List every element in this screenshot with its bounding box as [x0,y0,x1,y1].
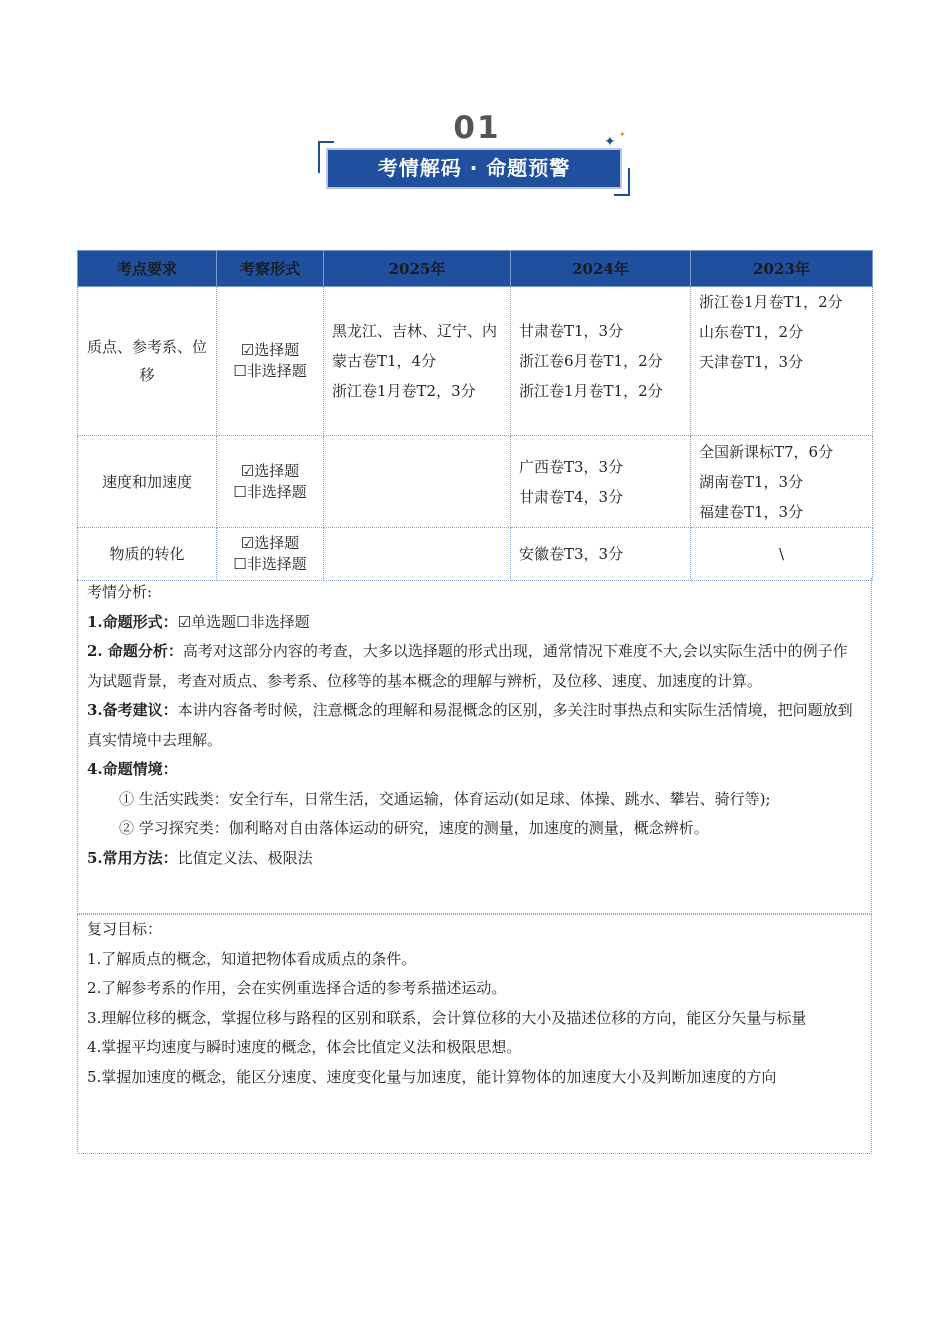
analysis-item-3: 3.备考建议：本讲内容备考时候，注意概念的理解和易混概念的区别，多关注时事热点和实际生活情境，把问题放到真实情境中去理解。 [87,701,853,749]
format-cell: ☑选择题 ☐非选择题 [217,528,324,581]
table-header-row [78,251,873,287]
year-2025-cell [324,528,511,581]
column-header: 2025年 [324,251,511,287]
goal-item: 1.了解质点的概念，知道把物体看成质点的条件。 [87,949,417,968]
topic-cell: 速度和加速度 [78,436,217,528]
empty-box-icon: ☐ [233,555,247,573]
analysis-item-1: 1.命题形式：☑单选题☐非选择题 [87,612,310,631]
goal-item: 5.掌握加速度的概念，能区分速度、速度变化量与加速度，能计算物体的加速度大小及判断加速度的方向 [87,1067,777,1086]
topic-cell: 物质的转化 [78,528,217,581]
analysis-item-5: 5.常用方法：比值定义法、极限法 [87,848,313,867]
table-row [78,436,873,528]
goal-item: 3.理解位移的概念，掌握位移与路程的区别和联系，会计算位移的大小及描述位移的方向，能区分矢量与标量 [87,1008,807,1027]
empty-box-icon: ☐ [236,612,250,631]
table-row [78,287,873,436]
year-2024-cell: 安徽卷T3，3分 [511,528,691,581]
year-2023-cell: 全国新课标T7，6分 湖南卷T1，3分 福建卷T1，3分 [691,436,873,528]
analysis-heading: 考情分析: [87,583,153,601]
checked-box-icon: ☑ [240,341,255,359]
exam-table [77,250,873,581]
year-2023-cell: \ [691,528,873,581]
year-2025-cell [324,436,511,528]
table-row [78,528,873,581]
goals-heading: 复习目标： [87,920,163,938]
checked-box-icon: ☑ [240,534,255,552]
year-2023-cell: 浙江卷1月卷T1，2分 山东卷T1，2分 天津卷T1，3分 [691,287,873,436]
section-badge [312,110,642,205]
empty-box-icon: ☐ [233,362,247,380]
section-title: 考情解码 · 命题预警 [326,148,622,189]
column-header: 2024年 [511,251,691,287]
analysis-item-2: 2. 命题分析：高考对这部分内容的考查，大多以选择题的形式出现，通常情况下难度不大,会以实际生活中的例子作为试题背景，考查对质点、参考系、位移等的基本概念的理解与辨析，及位移、速度、加速度的计算。 [87,642,848,690]
goal-item: 4.掌握平均速度与瞬时速度的概念，体会比值定义法和极限思想。 [87,1038,522,1056]
format-cell: ☑选择题 ☐非选择题 [217,287,324,436]
goals-section [77,914,872,1154]
year-2024-cell: 甘肃卷T1，3分 浙江卷6月卷T1，2分 浙江卷1月卷T1，2分 [511,287,691,436]
empty-box-icon: ☐ [233,482,247,501]
checked-box-icon: ☑ [177,612,192,631]
column-header: 考点要求 [78,251,217,287]
goal-item: 2.了解参考系的作用，会在实例重选择合适的参考系描述运动。 [87,979,507,997]
format-cell: ☑选择题 ☐非选择题 [217,436,324,528]
section-number: 01 [453,110,501,146]
checked-box-icon: ☑ [240,461,255,480]
year-2025-cell: 黑龙江、吉林、辽宁、内蒙古卷T1，4分 浙江卷1月卷T2，3分 [324,287,511,436]
analysis-item-4-sub-1: ① 生活实践类：安全行车，日常生活，交通运输，体育运动(如足球、体操、跳水、攀岩、骑行等); [119,789,771,808]
analysis-item-4: 4.命题情境： [87,760,178,778]
analysis-item-4-sub-2: ② 学习探究类：伽利略对自由落体运动的研究，速度的测量，加速度的测量，概念辨析。 [119,819,709,837]
year-2024-cell: 广西卷T3，3分 甘肃卷T4，3分 [511,436,691,528]
sparkle-icon: ✦ [604,134,616,150]
topic-cell: 质点、参考系、位移 [78,287,217,436]
sparkle-small-icon: ✦ [619,130,626,139]
column-header: 2023年 [691,251,873,287]
column-header: 考察形式 [217,251,324,287]
analysis-section [77,578,872,914]
